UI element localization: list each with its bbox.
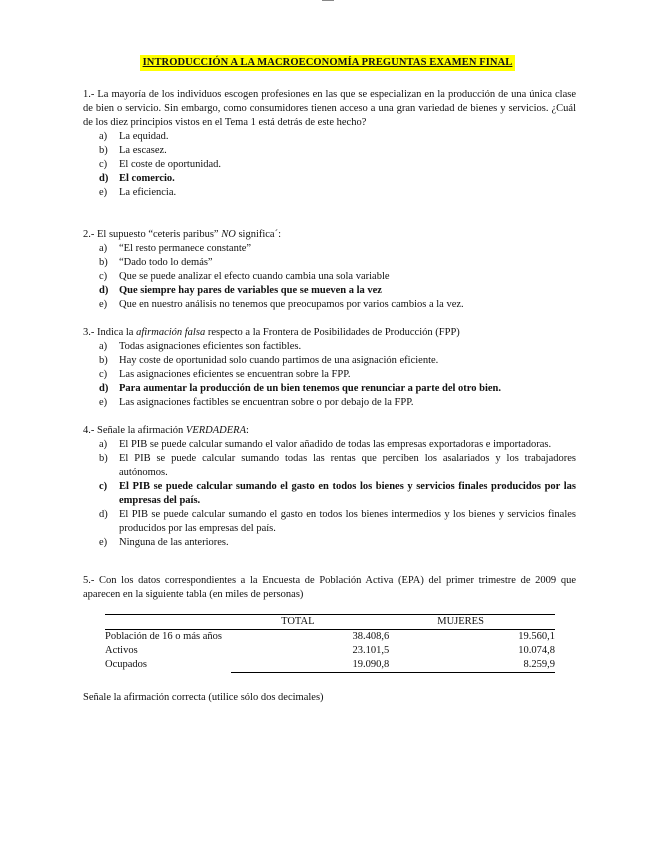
- row-label: Población de 16 o más años: [105, 631, 222, 642]
- option-d: d) El PIB se puede calcular sumando el gasto en todos los bienes intermedios y los bienes y servicios finales producidos por las empresas del país.: [99, 509, 576, 534]
- table-row: [105, 630, 555, 645]
- question-2-options: [83, 242, 576, 312]
- option-d-correct: d) El comercio.: [99, 173, 175, 184]
- row-mujeres: 8.259,9: [389, 658, 555, 673]
- option-a: a) “El resto permanece constante”: [99, 243, 252, 254]
- option-e: e) Las asignaciones factibles se encuentran sobre o por debajo de la FPP.: [99, 397, 414, 408]
- option-c: c) El coste de oportunidad.: [99, 159, 222, 170]
- table-header-row: [105, 615, 555, 630]
- question-1-options: [83, 130, 576, 200]
- epa-data-table: [105, 614, 555, 673]
- row-total: 23.101,5: [352, 645, 390, 656]
- row-total: 19.090,8: [231, 658, 389, 673]
- option-b: b) El PIB se puede calcular sumando todas las rentas que perciben los asalariados y los trabajadores autónomos.: [99, 453, 576, 478]
- row-mujeres: 19.560,1: [518, 631, 555, 642]
- row-label: Activos: [105, 645, 138, 656]
- question-2-text: 2.- El supuesto “ceteris paribus” NO significa´:: [83, 229, 282, 240]
- option-e: e) Que en nuestro análisis no tenemos que preocupamos por varios cambios a la vez.: [99, 299, 464, 310]
- table-header-mujeres: MUJERES: [389, 615, 555, 630]
- question-4-options: [83, 438, 576, 550]
- question-5-text: 5.- Con los datos correspondientes a la Encuesta de Población Activa (EPA) del primer trimestre de 2009 que aparecen en la siguiente tabla (en miles de personas): [83, 575, 576, 600]
- question-2: [83, 228, 576, 312]
- page-top-mark: [322, 0, 334, 4]
- option-b: b) Hay coste de oportunidad solo cuando partimos de una asignación eficiente.: [99, 355, 439, 366]
- option-b: b) La escasez.: [99, 145, 167, 156]
- question-3-text: 3.- Indica la afirmación falsa respecto a la Frontera de Posibilidades de Producción (FPP): [83, 327, 460, 338]
- option-d-correct: d) Para aumentar la producción de un bien tenemos que renunciar a parte del otro bien.: [99, 383, 501, 394]
- question-3-options: [83, 340, 576, 410]
- question-1: [83, 88, 576, 200]
- option-a: a) El PIB se puede calcular sumando el valor añadido de todas las empresas exportadoras e importadoras.: [99, 439, 552, 450]
- option-c-correct: c) El PIB se puede calcular sumando el gasto en todos los bienes y servicios finales producidos por las empresas del país.: [99, 481, 576, 506]
- table-header-total: TOTAL: [231, 615, 389, 630]
- option-e: e) La eficiencia.: [99, 187, 177, 198]
- table-row: [105, 658, 555, 673]
- table-header-empty: [105, 615, 231, 630]
- question-1-text: 1.- La mayoría de los individuos escogen profesiones en las que se especializan en la producción de una única clase de bien o servicio. Sin embargo, como consumidores tienen acceso a una gran variedad de bienes y servicios. ¿Cuál de los diez principios vistos en el Tema 1 está detrás de este hecho?: [83, 89, 576, 128]
- row-label: Ocupados: [105, 659, 147, 671]
- option-e: e) Ninguna de las anteriores.: [99, 537, 229, 548]
- option-b: b) “Dado todo lo demás”: [99, 257, 213, 268]
- title-container: [0, 55, 655, 71]
- row-mujeres: 10.074,8: [518, 645, 555, 656]
- option-c: c) Las asignaciones eficientes se encuentran sobre la FPP.: [99, 369, 351, 380]
- option-a: a) La equidad.: [99, 131, 169, 142]
- page-title: INTRODUCCIÓN A LA MACROECONOMÍA PREGUNTAS EXAMEN FINAL: [140, 55, 516, 71]
- question-4: [83, 424, 576, 550]
- option-c: c) Que se puede analizar el efecto cuando cambia una sola variable: [99, 271, 390, 282]
- question-5-followup: Señale la afirmación correcta (utilice sólo dos decimales): [83, 692, 324, 703]
- option-d-correct: d) Que siempre hay pares de variables que se mueven a la vez: [99, 285, 382, 296]
- question-4-text: 4.- Señale la afirmación VERDADERA:: [83, 425, 249, 436]
- question-5: [83, 574, 576, 602]
- question-3: [83, 326, 576, 410]
- row-total: 38.408,6: [352, 631, 390, 642]
- option-a: a) Todas asignaciones eficientes son factibles.: [99, 341, 302, 352]
- table-row: [105, 644, 555, 658]
